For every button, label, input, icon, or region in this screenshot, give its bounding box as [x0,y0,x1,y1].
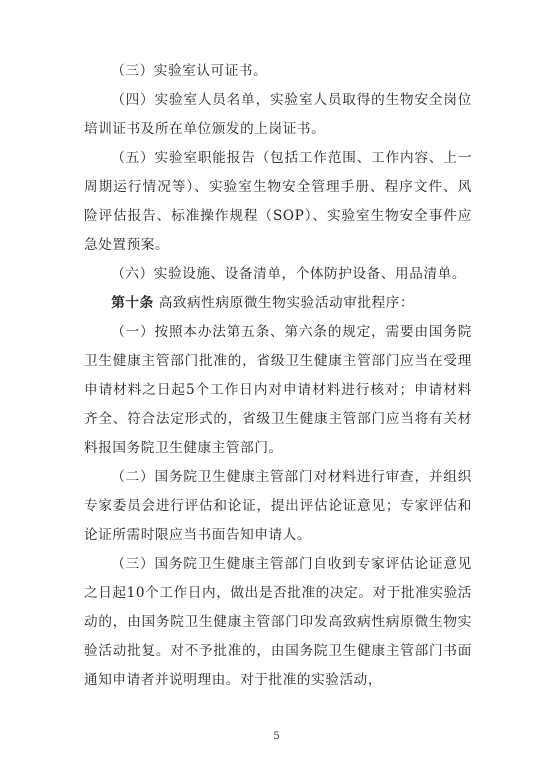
page-number: 5 [273,731,280,742]
paragraph-7-text: （二）国务院卫生健康主管部门对材料进行审查，并组织专家委员会进行评估和论证，提出评估论证意见；专家评估和论证所需时限应当书面告知申请人。 [84,469,472,543]
paragraph-6 [84,318,472,463]
article-10-heading [84,289,472,318]
paragraph-8-text: （三）国务院卫生健康主管部门自收到专家评估论证意见之日起10个工作日内，做出是否批准的决定。对于批准实验活动的，由国务院卫生健康主管部门印发高致病性病原微生物实验活动批复。对不予批准的，由国务院卫生健康主管部门书面通知申请者并说明理由。对于批准的实验活动， [84,556,472,688]
paragraph-1-text: （三）实验室认可证书。 [111,63,268,79]
paragraph-8 [84,550,472,695]
paragraph-7 [84,463,472,550]
paragraph-3-text: （五）实验室职能报告（包括工作范围、工作内容、上一周期运行情况等）、实验室生物安全管理手册、程序文件、风险评估报告、标准操作规程（SOP）、实验室生物安全事件应急处置预案。 [84,150,472,253]
paragraph-4 [84,260,472,289]
paragraph-2-text: （四）实验室人员名单，实验室人员取得的生物安全岗位培训证书及所在单位颁发的上岗证书。 [84,92,472,137]
article-10-text: 高致病性病原微生物实验活动审批程序： [153,295,415,311]
paragraph-6-text: （一）按照本办法第五条、第六条的规定，需要由国务院卫生健康主管部门批准的，省级卫生健康主管部门应当在受理申请材料之日起5个工作日内对申请材料进行核对；申请材料齐全、符合法定形式的，省级卫生健康主管部门应当将有关材料报国务院卫生健康主管部门。 [84,324,472,456]
paragraph-3 [84,144,472,260]
article-10-lead: 第十条 [111,295,154,311]
document-body [84,57,472,695]
paragraph-1 [84,57,472,86]
paragraph-2 [84,86,472,144]
paragraph-4-text: （六）实验设施、设备清单，个体防护设备、用品清单。 [111,266,467,282]
